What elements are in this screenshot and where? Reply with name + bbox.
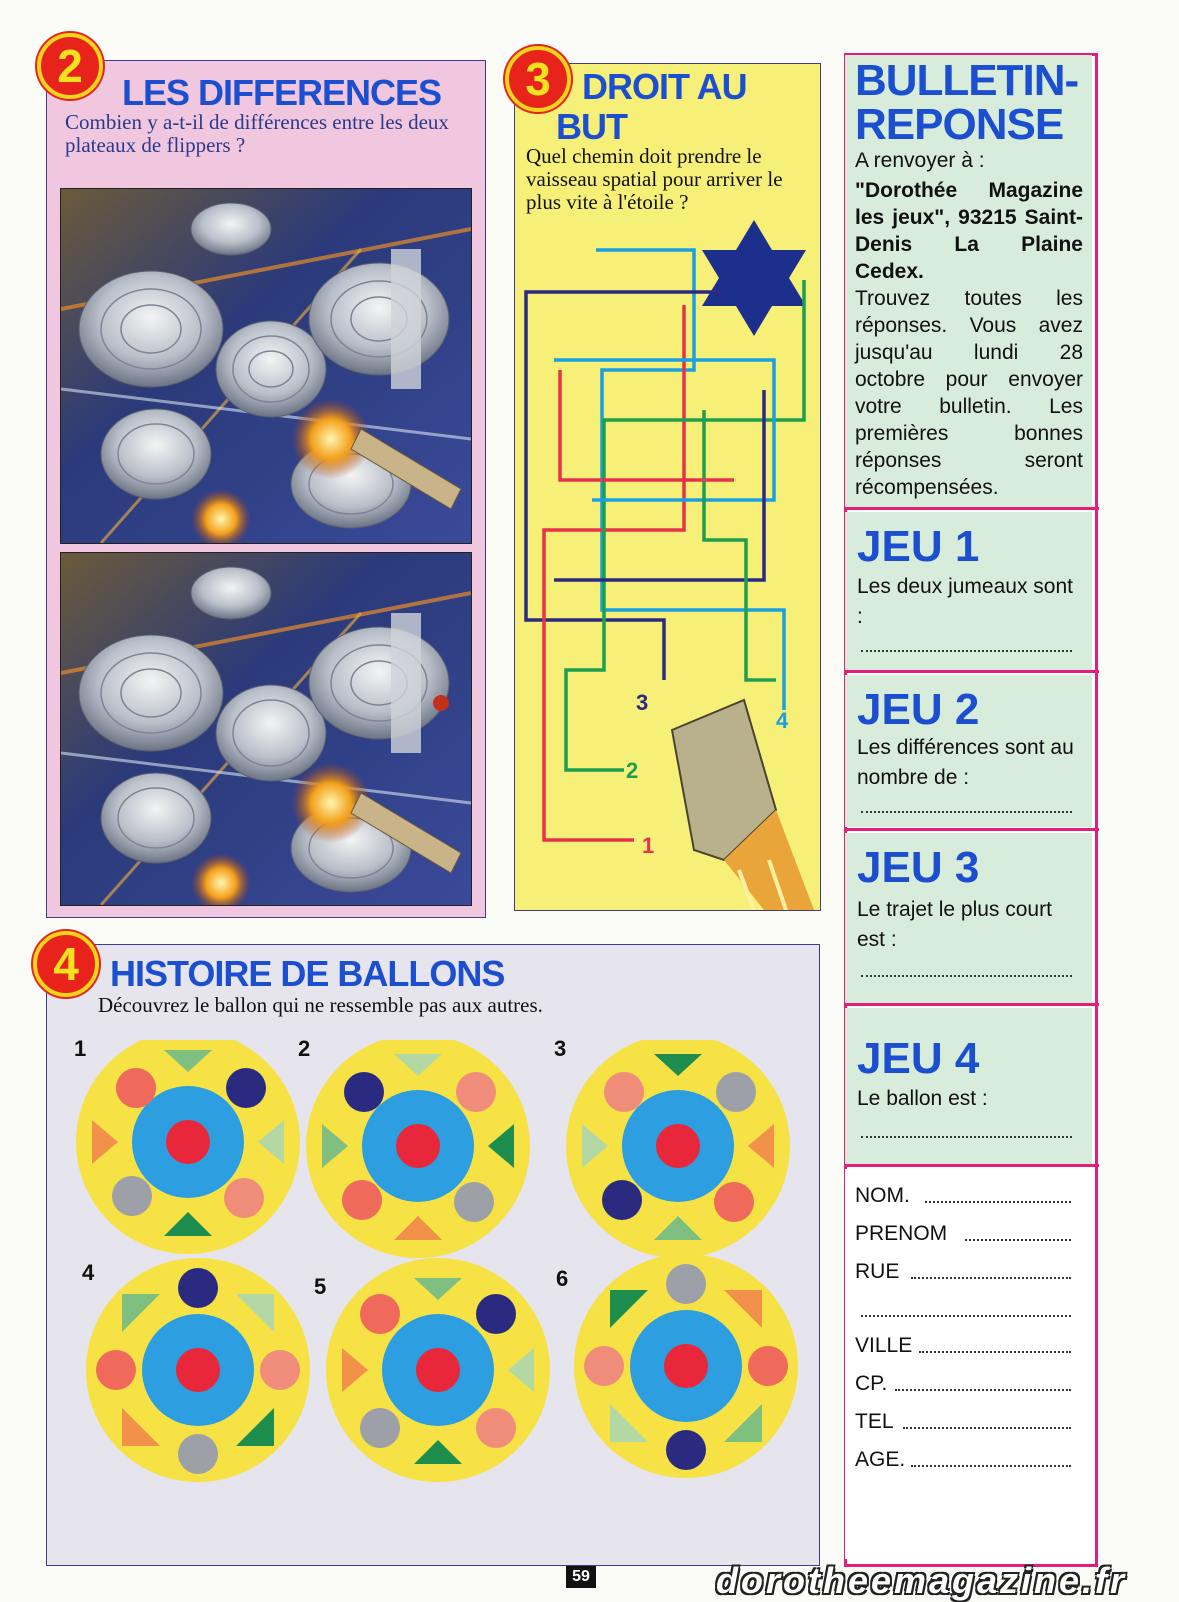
jeu-4-answer-line[interactable]: [861, 1134, 1072, 1138]
form-label-tel: TEL: [855, 1410, 894, 1433]
jeu-2-title: JEU 2: [857, 685, 980, 734]
balloons-title: HISTOIRE DE BALLONS: [110, 953, 505, 994]
form-label-rue: RUE: [855, 1260, 900, 1283]
form-field-cp[interactable]: [855, 1369, 1081, 1393]
form-field-rue[interactable]: [855, 1257, 1081, 1281]
balloon-5: [326, 1258, 550, 1482]
page-number: 59: [566, 1566, 596, 1588]
maze-question: Quel chemin doit prendre le vaisseau spatial pour arriver le plus vite à l'étoile ?: [526, 144, 783, 214]
balloons-question: Découvrez le ballon qui ne ressemble pas aux autres.: [98, 993, 543, 1017]
balloon-label-1: 1: [74, 1036, 87, 1061]
separator: [845, 1003, 1099, 1006]
section-number-badge: 4: [33, 931, 99, 997]
path-label-4: 4: [776, 708, 789, 733]
jeu-3-answer-line[interactable]: [861, 973, 1072, 977]
balloon-3: [566, 1040, 790, 1258]
path-label-1: 1: [642, 833, 655, 858]
differences-question: Combien y a-t-il de différences entre les deux plateaux de flippers ?: [65, 110, 449, 157]
maze-title-line2: BUT: [556, 106, 627, 147]
form-field-age[interactable]: [855, 1445, 1081, 1469]
jeu-3-prompt: Le trajet le plus court est :: [857, 898, 1052, 951]
separator: [845, 828, 1099, 831]
site-watermark: dorotheemagazine.fr: [716, 1560, 1128, 1601]
form-field-nom[interactable]: [855, 1181, 1081, 1205]
maze-drawing: [514, 210, 819, 910]
section-number-badge: 3: [505, 46, 571, 112]
pinball-photo-top: [60, 188, 472, 544]
balloon-2: [306, 1040, 530, 1258]
jeu-4-panel: [845, 1008, 1092, 1164]
form-field-prenom[interactable]: [855, 1219, 1081, 1243]
balloons-drawing: [46, 1040, 818, 1500]
balloon-label-5: 5: [314, 1274, 327, 1299]
jeu-2-prompt: Les différences sont au nombre de :: [857, 736, 1074, 789]
maze-title-line1: DROIT AU: [582, 66, 747, 107]
balloon-label-3: 3: [554, 1036, 567, 1061]
jeu-4-prompt: Le ballon est :: [857, 1087, 988, 1110]
balloon-6: [574, 1254, 798, 1478]
jeu-1-panel: [845, 512, 1092, 670]
jeu-4-title: JEU 4: [857, 1034, 980, 1083]
form-label-prenom: PRENOM: [855, 1222, 948, 1245]
jeu-1-answer-line[interactable]: [861, 648, 1072, 652]
form-label-ville: VILLE: [855, 1334, 913, 1357]
form-field-tel[interactable]: [855, 1407, 1081, 1431]
balloon-label-6: 6: [556, 1266, 569, 1291]
jeu-3-title: JEU 3: [857, 843, 980, 892]
separator: [845, 1164, 1099, 1167]
separator: [845, 507, 1099, 510]
jeu-2-panel: [845, 675, 1092, 827]
star-icon: [702, 220, 806, 336]
balloon-4: [86, 1258, 310, 1482]
jeu-2-answer-line[interactable]: [861, 809, 1072, 813]
path-label-3: 3: [636, 690, 649, 715]
differences-title: LES DIFFERENCES: [122, 72, 442, 113]
pinball-photo-bottom: [60, 552, 472, 906]
jeu-1-title: JEU 1: [857, 522, 980, 571]
bulletin-title-line2: REPONSE: [855, 100, 1064, 149]
bulletin-address: "Dorothée Magazine les jeux", 93215 Saint-Denis La Plaine Cedex.: [855, 179, 1083, 283]
spaceship-icon: [672, 700, 814, 910]
balloon-label-2: 2: [298, 1036, 311, 1061]
balloon-label-4: 4: [82, 1260, 95, 1285]
form-label-age: AGE.: [855, 1448, 906, 1471]
form-label-nom: NOM.: [855, 1184, 910, 1207]
form-label-cp: CP.: [855, 1372, 888, 1395]
bulletin-instructions: Trouvez toutes les réponses. Vous avez jusqu'au lundi 28 octobre pour envoyer votre bulletin. Les premières bonnes réponses seront récompensées.: [855, 287, 1083, 499]
bulletin-header-panel: [845, 55, 1092, 507]
separator: [845, 670, 1099, 673]
section-number-badge: 2: [37, 33, 103, 99]
jeu-1-prompt: Les deux jumeaux sont :: [857, 575, 1073, 628]
bulletin-send-label: A renvoyer à :: [855, 149, 985, 172]
path-label-2: 2: [626, 758, 639, 783]
balloon-1: [76, 1040, 300, 1254]
form-field-ville[interactable]: [855, 1331, 1081, 1355]
jeu-3-panel: [845, 833, 1092, 1003]
form-field-rue-line2[interactable]: [855, 1295, 1081, 1319]
contact-form: [845, 1169, 1092, 1559]
bulletin-title-line1: BULLETIN-: [855, 56, 1079, 105]
